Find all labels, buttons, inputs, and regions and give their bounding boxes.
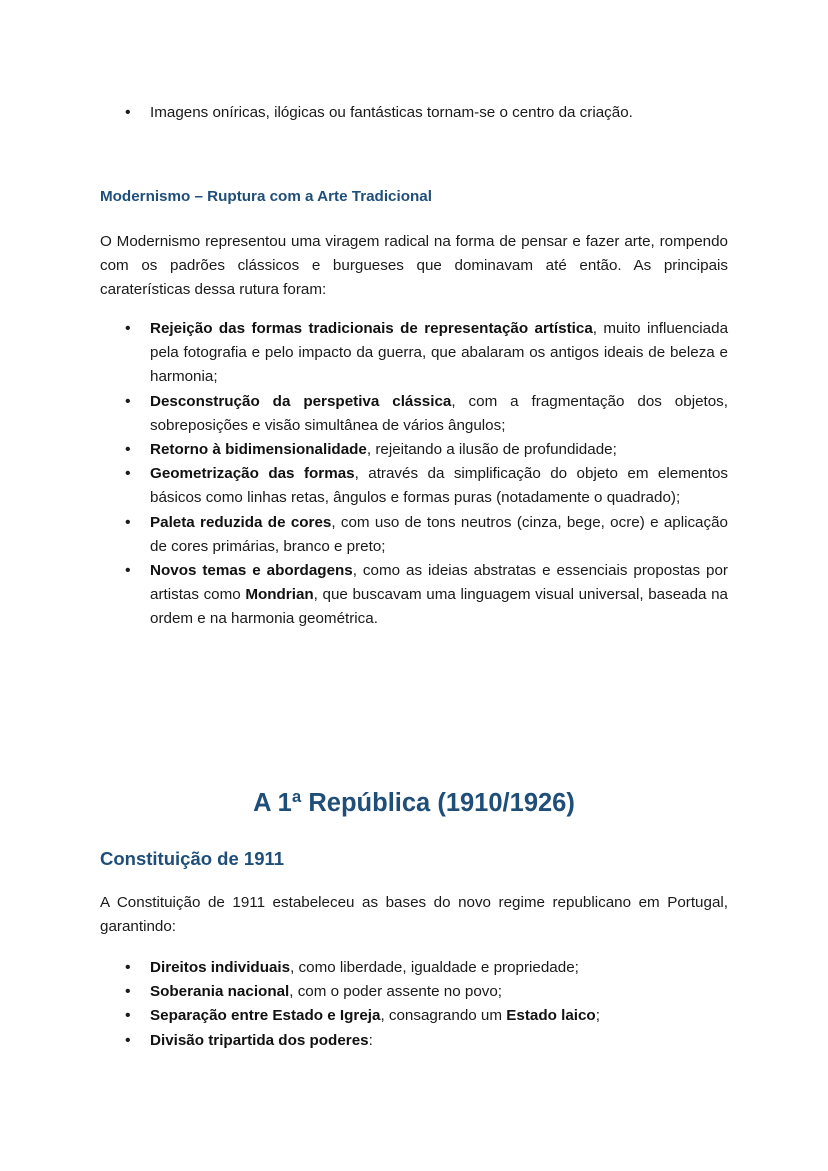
bullet-icon: • — [125, 562, 131, 580]
list-item — [100, 1004, 728, 1028]
list-item-bold-laico: Estado laico — [506, 1007, 596, 1025]
list-item — [100, 1029, 728, 1053]
list-item — [100, 956, 728, 980]
list-item-bold-artist: Mondrian — [245, 586, 314, 604]
list-item-bold: Desconstrução da perspetiva clássica — [150, 392, 452, 410]
bullet-icon: • — [125, 959, 131, 976]
list-item-text: , rejeitando a ilusão de profundidade; — [366, 441, 617, 459]
list-item — [100, 559, 728, 632]
list-item-text: Imagens oníricas, ilógicas ou fantásticas tornam-se o centro da criação. — [150, 104, 633, 121]
list-item-text: ; — [595, 1007, 600, 1025]
section-heading-modernismo: Modernismo – Ruptura com a Arte Tradicional — [100, 188, 432, 205]
list-item — [100, 511, 728, 559]
list-item — [100, 101, 728, 125]
list-item — [100, 390, 728, 438]
section-heading-constituicao: Constituição de 1911 — [100, 848, 285, 869]
list-item-text: : — [368, 1031, 373, 1049]
list-item-bold: Separação entre Estado e Igreja — [150, 1007, 381, 1025]
list-item-text: , como liberdade, igualdade e propriedade; — [290, 959, 579, 976]
list-item-text: , como as ideias abstratas e essenciais propostas por artistas como — [150, 562, 728, 604]
bullet-icon: • — [125, 441, 131, 459]
bullet-list-modernismo — [100, 317, 728, 632]
bullet-icon: • — [125, 320, 131, 337]
list-item-text: , através da simplificação do objeto em elementos básicos como linhas retas, ângulos e formas puras (notadamente o quadrado); — [150, 465, 728, 507]
list-item-bold: Retorno à bidimensionalidade — [150, 441, 367, 459]
paragraph-modernismo-intro: O Modernismo representou uma viragem radical na forma de pensar e fazer arte, rompendo com os padrões clássicos e burgueses que dominavam até então. As principais caraterísticas dessa rutura foram: — [100, 233, 728, 299]
list-item-text: , com uso de tons neutros (cinza, bege, ocre) e aplicação de cores primárias, branco e preto; — [150, 513, 728, 555]
list-item-text: , que buscavam uma linguagem visual universal, baseada na ordem e na harmonia geométrica. — [150, 586, 728, 628]
bullet-icon: • — [125, 983, 131, 1001]
list-item-bold: Rejeição das formas tradicionais de representação artística — [150, 320, 593, 337]
list-item — [100, 317, 728, 390]
paragraph-constituicao-intro: A Constituição de 1911 estabeleceu as bases do novo regime republicano em Portugal, garantindo: — [100, 894, 728, 936]
bullet-icon: • — [125, 104, 131, 121]
list-item — [100, 438, 728, 462]
list-item-text: , com o poder assente no povo; — [289, 983, 503, 1001]
list-item-text: , com a fragmentação dos objetos, sobreposições e visão simultânea de vários ângulos; — [150, 392, 728, 434]
bullet-list-surrealism — [100, 101, 728, 125]
list-item-bold: Soberania nacional — [150, 983, 290, 1001]
bullet-icon: • — [125, 465, 131, 483]
list-item — [100, 462, 728, 510]
list-item-bold: Novos temas e abordagens — [150, 562, 353, 580]
bullet-icon: • — [125, 1007, 131, 1025]
list-item-bold: Divisão tripartida dos poderes — [150, 1031, 369, 1049]
bullet-icon: • — [125, 513, 131, 531]
list-item-text: , muito influenciada pela fotografia e pelo impacto da guerra, que abalaram os antigos ideais de beleza e harmonia; — [150, 320, 729, 386]
list-item-bold: Direitos individuais — [150, 959, 291, 976]
list-item-bold: Geometrização das formas — [150, 465, 355, 483]
list-item-bold: Paleta reduzida de cores — [150, 513, 332, 531]
bullet-icon: • — [125, 392, 131, 410]
list-item — [100, 980, 728, 1004]
list-item-text: , consagrando um — [380, 1007, 507, 1025]
bullet-list-constituicao — [100, 956, 728, 1053]
page-title-republica: A 1ª República (1910/1926) — [253, 789, 575, 817]
bullet-icon: • — [125, 1031, 131, 1049]
